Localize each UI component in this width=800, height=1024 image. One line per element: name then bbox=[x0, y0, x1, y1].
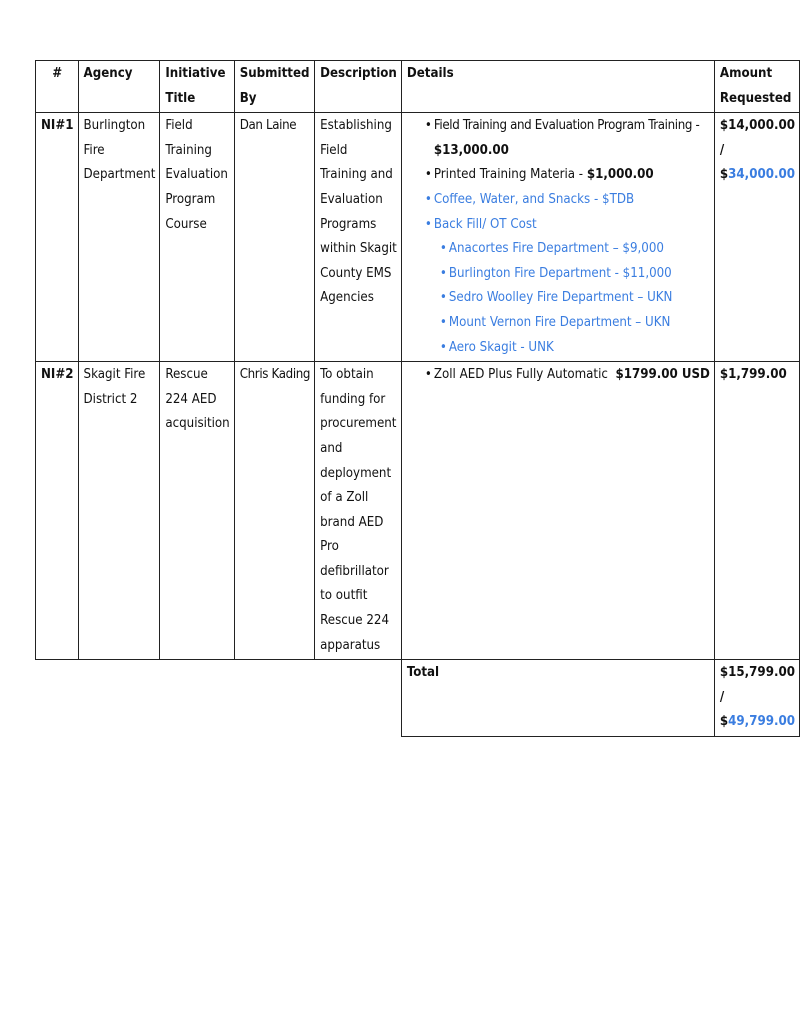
table-row bbox=[36, 113, 800, 362]
row-initiative-title: Field Training Evaluation Program Course bbox=[160, 113, 234, 362]
row-submitted-by: Dan Laine bbox=[234, 113, 314, 362]
row-initiative-title: Rescue 224 AED acquisition bbox=[160, 362, 234, 660]
row-amount-requested: $14,000.00 / $34,000.00 bbox=[714, 113, 799, 362]
total-row bbox=[36, 660, 800, 737]
bullet-icon: • bbox=[439, 339, 447, 355]
row-num: NI#2 bbox=[36, 362, 79, 660]
header-description: Description bbox=[315, 61, 402, 113]
bullet-icon: • bbox=[424, 167, 432, 183]
header-submitted-by: Submitted By bbox=[234, 61, 314, 113]
details-item: • Zoll AED Plus Fully Automatic $1799.00 USD bbox=[407, 363, 710, 388]
row-agency: Skagit Fire District 2 bbox=[78, 362, 160, 660]
details-item: • Field Training and Evaluation Program Training - bbox=[407, 114, 710, 139]
header-num: # bbox=[36, 61, 79, 113]
header-amount-requested: Amount Requested bbox=[714, 61, 799, 113]
bullet-icon: • bbox=[424, 367, 432, 383]
total-amount: $15,799.00 / $49,799.00 bbox=[714, 660, 799, 737]
bullet-icon: • bbox=[439, 290, 447, 306]
bullet-icon: • bbox=[424, 118, 432, 134]
table-row bbox=[36, 362, 800, 660]
details-item: • Back Fill/ OT Cost bbox=[407, 213, 710, 238]
details-subitem: • Mount Vernon Fire Department – UKN bbox=[407, 311, 710, 336]
header-agency: Agency bbox=[78, 61, 160, 113]
details-subitem: • Burlington Fire Department - $11,000 bbox=[407, 262, 710, 287]
header-initiative-title: Initiative Title bbox=[160, 61, 234, 113]
row-num: NI#1 bbox=[36, 113, 79, 362]
row-details bbox=[401, 362, 714, 660]
details-item: • Coffee, Water, and Snacks - $TDB bbox=[407, 188, 710, 213]
funding-request-table bbox=[35, 60, 800, 737]
row-description: Establishing Field Training and Evaluation Programs within Skagit County EMS Agencies bbox=[315, 113, 402, 362]
details-subitem: • Sedro Woolley Fire Department – UKN bbox=[407, 286, 710, 311]
details-item: • Printed Training Materia - $1,000.00 bbox=[407, 163, 710, 188]
bullet-icon: • bbox=[424, 216, 432, 232]
details-item-amount: $13,000.00 bbox=[433, 142, 509, 158]
bullet-icon: • bbox=[424, 191, 432, 207]
header-details: Details bbox=[401, 61, 714, 113]
row-amount-requested: $1,799.00 bbox=[714, 362, 799, 660]
bullet-icon: • bbox=[439, 241, 447, 257]
details-subitem: • Anacortes Fire Department – $9,000 bbox=[407, 237, 710, 262]
header-row bbox=[36, 61, 800, 113]
bullet-icon: • bbox=[439, 265, 447, 281]
row-description: To obtain funding for procurement and deployment of a Zoll brand AED Pro defibrillator to outfit Rescue 224 apparatus bbox=[315, 362, 402, 660]
details-subitem: • Aero Skagit - UNK bbox=[407, 336, 710, 361]
row-submitted-by: Chris Kading bbox=[234, 362, 314, 660]
row-details bbox=[401, 113, 714, 362]
total-label: Total bbox=[401, 660, 714, 737]
row-agency: Burlington Fire Department bbox=[78, 113, 160, 362]
bullet-icon: • bbox=[439, 314, 447, 330]
